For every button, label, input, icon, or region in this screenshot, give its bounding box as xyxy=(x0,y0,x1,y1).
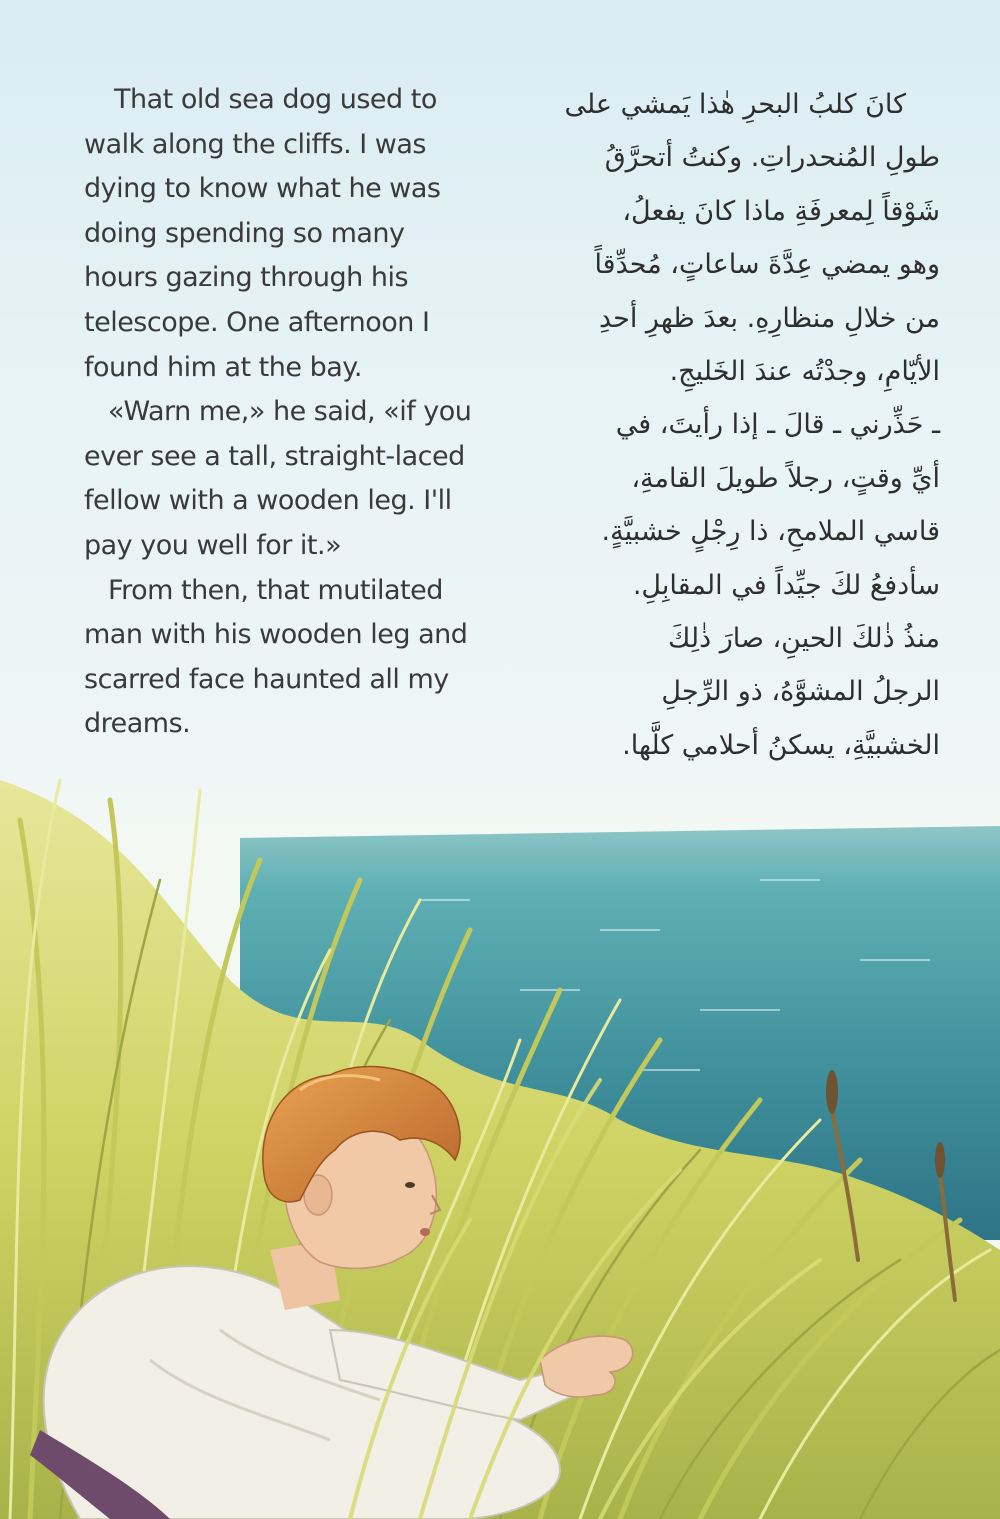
arabic-text-column xyxy=(520,78,940,772)
arabic-line: وهو يمضي عِدَّةَ ساعاتٍ، مُحدِّقاً xyxy=(594,249,940,281)
arabic-line: قاسي الملامحِ، ذا رِجْلٍ خشبيَّةٍ. xyxy=(601,516,940,548)
english-line: ever see a tall, straight-laced xyxy=(84,440,465,472)
arabic-line: كانَ كلبُ البحرِ هٰذا يَمشي على xyxy=(564,89,906,120)
english-line: pay you well for it.» xyxy=(84,529,342,561)
english-line: «Warn me,» he said, «if you xyxy=(108,396,472,428)
arabic-line: الأيّامِ، وجدْتُه عندَ الخَليجِ. xyxy=(669,356,940,388)
arabic-line: طولِ المُنحدراتِ. وكنتُ أتحرَّقُ xyxy=(604,142,940,174)
english-line: doing spending so many xyxy=(84,217,405,249)
english-line: From then, that mutilated xyxy=(108,574,443,606)
english-line: dreams. xyxy=(84,708,191,740)
english-line: scarred face haunted all my xyxy=(84,663,449,695)
arabic-line: أيِّ وقتٍ، رجلاً طويلَ القامةِ، xyxy=(631,462,940,494)
arabic-line: سأدفعُ لكَ جيِّداً في المقابِلِ. xyxy=(632,569,940,601)
english-line: fellow with a wooden leg. I'll xyxy=(84,485,452,517)
arabic-line: الرجلُ المشوَّهُ، ذو الرِّجلِ xyxy=(661,676,940,708)
english-line: man with his wooden leg and xyxy=(84,619,468,651)
english-line: dying to know what he was xyxy=(84,173,441,205)
arabic-line: ـ حَذِّرني ـ قالَ ـ إذا رأيتَ، في xyxy=(615,409,940,441)
arabic-line: الخشبيَّةِ، يسكنُ أحلامي كلَّها. xyxy=(622,729,940,761)
english-line: hours gazing through his xyxy=(84,262,409,294)
english-line: telescope. One afternoon I xyxy=(84,306,430,338)
english-line: walk along the cliffs. I was xyxy=(84,128,426,160)
english-line: found him at the bay. xyxy=(84,351,362,383)
english-text-column xyxy=(84,78,494,747)
english-line: That old sea dog used to xyxy=(114,84,437,115)
arabic-line: شَوْقاً لِمعرفَةِ ماذا كانَ يفعلُ، xyxy=(622,195,940,227)
arabic-line: من خلالِ منظارِهِ. بعدَ ظهرِ أحدِ xyxy=(598,302,940,334)
arabic-line: منذُ ذٰلكَ الحينِ، صارَ ذٰلِكَ xyxy=(668,623,940,655)
